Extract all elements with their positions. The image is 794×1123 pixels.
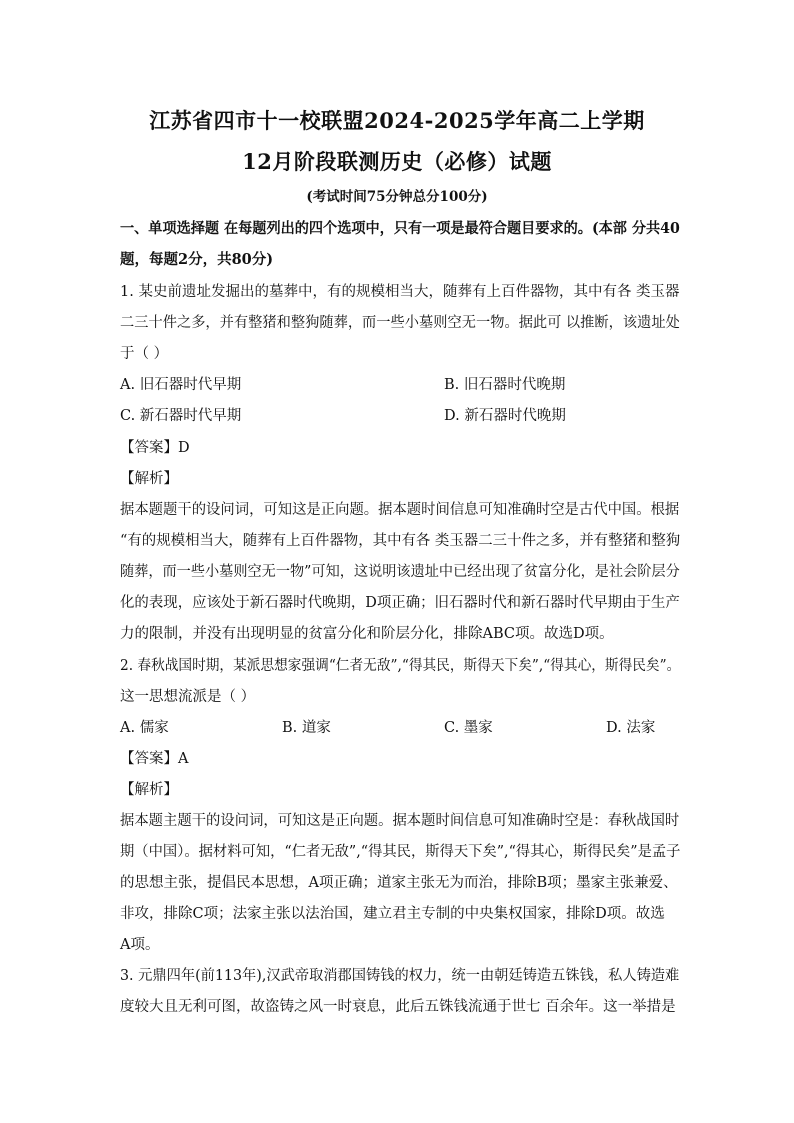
q2-answer: 【答案】A bbox=[120, 751, 189, 767]
q2-analysis: 的思想主张，提倡民本思想，A项正确；道家主张无为而治，排除B项；墨家主张兼爱、 bbox=[120, 875, 678, 891]
section-heading: 一、单项选择题 在每题列出的四个选项中，只有一项是最符合题目要求的。(本部 分共40 bbox=[120, 220, 680, 237]
q2-analysis-label: 【解析】 bbox=[120, 782, 178, 798]
q2-option-c: C. 墨家 bbox=[444, 720, 493, 736]
q3-stem: 度较大且无利可图，故盗铸之风一时衰息，此后五铢钱流通于世七 百余年。这一举措是 bbox=[120, 999, 676, 1015]
q2-option-b: B. 道家 bbox=[282, 720, 331, 736]
q2-stem: 2. 春秋战国时期，某派思想家强调“仁者无敌”,“得其民，斯得天下矣”,“得其心，斯得民矣”。 bbox=[120, 658, 681, 674]
q1-analysis: 化的表现，应该处于新石器时代晚期，D项正确；旧石器时代和新石器时代早期由于生产 bbox=[120, 595, 680, 611]
q1-answer: 【答案】D bbox=[120, 440, 190, 456]
exam-subtitle: (考试时间75分钟总分100分) bbox=[306, 189, 488, 205]
q2-stem: 这一思想流派是（ ） bbox=[120, 689, 256, 705]
q1-option-d: D. 新石器时代晚期 bbox=[444, 408, 566, 424]
q2-analysis: 非攻，排除C项；法家主张以法治国，建立君主专制的中央集权国家，排除D项。故选 bbox=[120, 906, 665, 922]
exam-title-line1: 江苏省四市十一校联盟2024-2025学年高二上学期 bbox=[149, 108, 645, 133]
q1-option-b: B. 旧石器时代晚期 bbox=[444, 377, 566, 393]
q1-stem: 二三十件之多，并有整猪和整狗随葬，而一些小墓则空无一物。据此可 以推断，该遗址处 bbox=[120, 315, 680, 331]
q1-analysis: “有的规模相当大，随葬有上百件器物，其中有各 类玉器二三十件之多，并有整猪和整狗 bbox=[120, 533, 681, 549]
q1-stem: 1. 某史前遗址发掘出的墓葬中，有的规模相当大，随葬有上百件器物，其中有各 类玉器 bbox=[120, 284, 680, 300]
section-heading: 题，每题2分，共80分) bbox=[120, 251, 274, 268]
q1-option-c: C. 新石器时代早期 bbox=[120, 408, 242, 424]
q1-analysis: 力的限制，并没有出现明显的贫富分化和阶层分化，排除ABC项。故选D项。 bbox=[120, 626, 614, 642]
q1-option-a: A. 旧石器时代早期 bbox=[120, 377, 242, 393]
q1-stem: 于（ ） bbox=[120, 346, 169, 362]
q1-analysis-label: 【解析】 bbox=[120, 471, 178, 487]
q1-analysis: 随葬，而一些小墓则空无一物”可知，这说明该遗址中已经出现了贫富分化，是社会阶层分 bbox=[120, 564, 680, 580]
q1-analysis: 据本题题干的设问词，可知这是正向题。据本题时间信息可知准确时空是古代中国。根据 bbox=[120, 502, 680, 518]
q2-analysis: 期（中国）。据材料可知，“仁者无敌”,“得其民，斯得天下矣”,“得其心，斯得民矣”是孟子 bbox=[120, 844, 681, 860]
exam-title-line2: 12月阶段联测历史（必修）试题 bbox=[242, 149, 552, 174]
q2-option-d: D. 法家 bbox=[606, 720, 656, 736]
q2-analysis: A项。 bbox=[120, 937, 160, 953]
q3-stem: 3. 元鼎四年(前113年),汉武帝取消郡国铸钱的权力，统一由朝廷铸造五铢钱，私人铸造难 bbox=[120, 968, 680, 984]
q2-option-a: A. 儒家 bbox=[120, 720, 169, 736]
q2-analysis: 据本题主题干的设问词，可知这是正向题。据本题时间信息可知准确时空是：春秋战国时 bbox=[120, 813, 680, 829]
